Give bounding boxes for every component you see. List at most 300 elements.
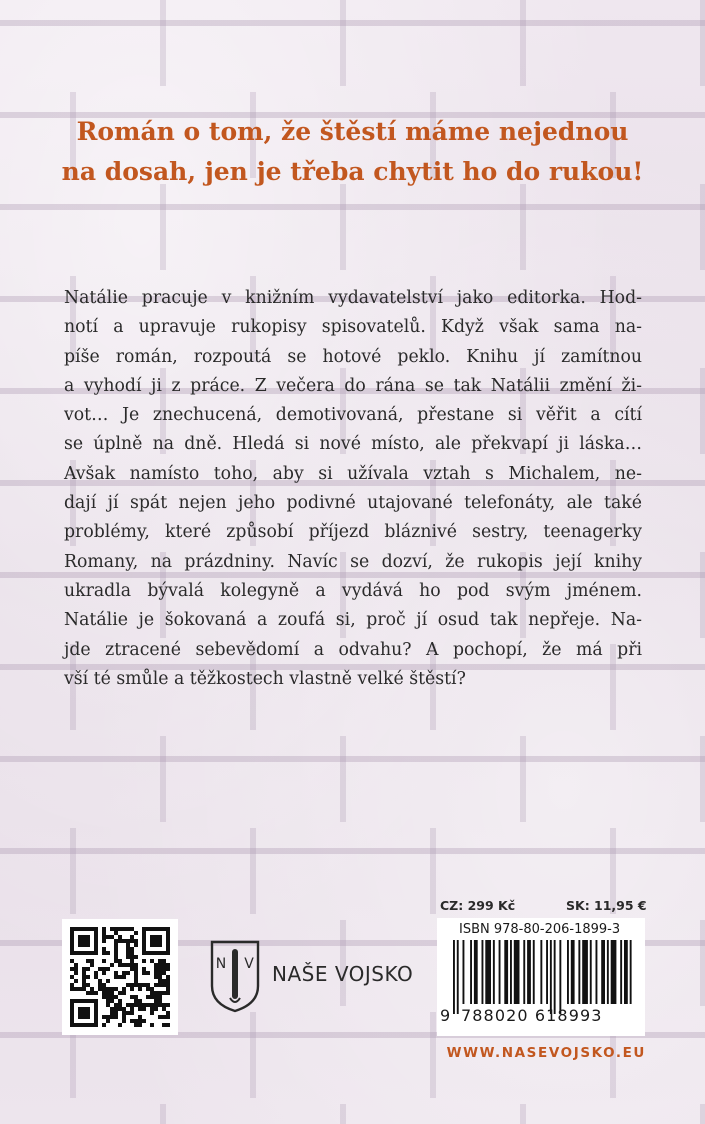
qr-module — [138, 1015, 142, 1019]
qr-module — [134, 939, 138, 943]
qr-module — [146, 971, 150, 975]
qr-module — [138, 1019, 142, 1023]
qr-module — [166, 1003, 170, 1007]
qr-module — [162, 967, 166, 971]
qr-module — [162, 963, 166, 967]
qr-module — [114, 1011, 118, 1015]
qr-module — [130, 959, 134, 963]
qr-module — [106, 1015, 110, 1019]
qr-module — [118, 939, 122, 943]
qr-module — [166, 991, 170, 995]
qr-module — [114, 927, 118, 931]
qr-module — [74, 963, 78, 967]
qr-module — [90, 959, 94, 963]
qr-module — [138, 987, 142, 991]
qr-module — [166, 963, 170, 967]
qr-module — [102, 971, 106, 975]
brick-joint — [430, 828, 436, 914]
qr-module — [86, 975, 90, 979]
qr-module — [118, 963, 122, 967]
qr-module — [142, 1003, 146, 1007]
qr-module — [126, 1003, 130, 1007]
qr-module — [154, 963, 158, 967]
barcode-bar — [550, 940, 552, 1014]
barcode-bar — [514, 940, 520, 1004]
qr-module — [146, 987, 150, 991]
qr-module — [118, 1007, 122, 1011]
qr-module — [82, 975, 86, 979]
qr-module — [162, 1003, 166, 1007]
barcode-bar — [470, 940, 472, 1004]
qr-module — [102, 939, 106, 943]
brick-joint — [700, 552, 705, 638]
barcode-bar — [504, 940, 508, 1004]
brick-joint — [430, 1012, 436, 1098]
barcode-bar — [546, 940, 548, 1004]
brick-joint — [520, 736, 526, 822]
barcode-bar — [510, 940, 512, 1004]
qr-module — [154, 983, 158, 987]
qr-module — [114, 931, 118, 935]
qr-module — [122, 971, 126, 975]
qr-module — [158, 1015, 162, 1019]
barcode-bar — [611, 940, 617, 1004]
qr-module — [146, 983, 150, 987]
qr-module — [114, 1003, 118, 1007]
barcode-bar — [571, 940, 575, 1004]
qr-module — [118, 1003, 122, 1007]
qr-module — [102, 983, 106, 987]
qr-module — [154, 967, 158, 971]
qr-module — [130, 935, 134, 939]
qr-module — [110, 987, 114, 991]
qr-module — [134, 999, 138, 1003]
qr-module — [102, 1023, 106, 1027]
qr-module — [70, 983, 74, 987]
qr-module — [106, 987, 110, 991]
brick-joint — [700, 368, 705, 454]
qr-module — [130, 927, 134, 931]
qr-module — [102, 1015, 106, 1019]
qr-module — [106, 967, 110, 971]
barcode-bar — [453, 940, 455, 1014]
qr-module — [142, 1007, 146, 1011]
qr-module — [134, 931, 138, 935]
blurb-line: se úplně na dně. Hledá si nové místo, ale překvapí ji láska… — [64, 434, 642, 455]
qr-code-graphic — [62, 919, 178, 1035]
qr-module — [130, 939, 134, 943]
tagline-line: Román o tom, že štěstí máme nejednou — [76, 117, 629, 146]
brick-joint — [340, 736, 346, 822]
logo-letter-n: N — [215, 956, 227, 972]
qr-module — [114, 1015, 118, 1019]
qr-module — [70, 975, 74, 979]
qr-module — [158, 963, 162, 967]
barcode-bar — [601, 940, 605, 1004]
qr-module — [98, 987, 102, 991]
qr-module — [74, 979, 78, 983]
barcode-bar — [590, 940, 592, 1004]
qr-module — [154, 971, 158, 975]
qr-module — [162, 991, 166, 995]
barcode-bar — [582, 940, 588, 1004]
qr-module — [114, 951, 118, 955]
qr-module — [150, 987, 154, 991]
barcode-bar — [630, 940, 632, 1004]
qr-module — [122, 1015, 126, 1019]
barcode-bar — [567, 940, 569, 1004]
isbn-barcode — [437, 918, 645, 1036]
qr-module — [150, 959, 154, 963]
qr-module — [114, 971, 118, 975]
barcode-bar — [485, 940, 491, 1004]
qr-module — [122, 963, 126, 967]
qr-module — [82, 987, 86, 991]
qr-module — [162, 979, 166, 983]
qr-module — [118, 927, 122, 931]
qr-module — [78, 1007, 90, 1019]
qr-module — [122, 1007, 126, 1011]
qr-module — [134, 983, 138, 987]
blurb-line: vší té smůle a těžkostech vlastně velké štěstí? — [64, 668, 466, 689]
qr-module — [134, 979, 138, 983]
qr-module — [142, 971, 146, 975]
qr-module — [166, 967, 170, 971]
blurb-line: Natálie je šokovaná a zoufá si, proč jí osud tak nepřeje. Na- — [64, 610, 642, 631]
price-cz: CZ: 299 Kč — [440, 898, 516, 913]
qr-module — [94, 975, 98, 979]
qr-module — [98, 967, 102, 971]
qr-module — [130, 963, 134, 967]
qr-module — [106, 1019, 110, 1023]
qr-module — [122, 975, 126, 979]
barcode-bar — [607, 940, 609, 1004]
qr-module — [130, 951, 134, 955]
qr-module — [126, 939, 130, 943]
qr-module — [102, 959, 106, 963]
blurb-line: píše román, rozpoutá se hotové peklo. Knihu jí zamítnou — [64, 346, 642, 367]
qr-module — [114, 947, 118, 951]
qr-module — [130, 987, 134, 991]
brick-joint — [520, 0, 526, 86]
qr-module — [126, 963, 130, 967]
qr-module — [118, 975, 122, 979]
qr-module — [114, 955, 118, 959]
qr-module — [154, 999, 158, 1003]
qr-module — [134, 1003, 138, 1007]
brick-joint — [160, 184, 166, 270]
brick-joint — [250, 828, 256, 914]
qr-module — [70, 987, 74, 991]
qr-module — [130, 955, 134, 959]
brick-joint — [700, 0, 705, 86]
qr-module — [142, 967, 146, 971]
barcode-bar — [482, 940, 484, 1004]
qr-module — [134, 1019, 138, 1023]
qr-module — [122, 927, 126, 931]
qr-module — [78, 935, 90, 947]
barcode-bar — [457, 940, 459, 1014]
qr-module — [134, 971, 138, 975]
qr-module — [138, 1007, 142, 1011]
qr-module — [150, 991, 154, 995]
qr-module — [162, 1015, 166, 1019]
qr-module — [94, 971, 98, 975]
qr-module — [158, 975, 162, 979]
qr-module — [158, 959, 162, 963]
barcode-bar — [474, 940, 478, 1004]
qr-module — [110, 995, 114, 999]
qr-module — [102, 991, 106, 995]
ean-first-digit: 9 — [440, 1006, 451, 1025]
qr-module — [106, 935, 110, 939]
qr-module — [134, 995, 138, 999]
qr-module — [126, 971, 130, 975]
qr-module — [118, 991, 122, 995]
brick-joint — [700, 1104, 705, 1124]
publisher-website[interactable]: WWW.NASEVOJSKO.EU — [446, 1045, 646, 1061]
brick-joint — [70, 828, 76, 914]
qr-module — [162, 959, 166, 963]
tagline — [40, 112, 665, 192]
blurb-line: jde ztracené sebevědomí a odvahu? A pochopí, že má při — [64, 639, 642, 660]
qr-module — [74, 967, 78, 971]
qr-module — [102, 927, 106, 931]
qr-module — [158, 1003, 162, 1007]
isbn-label: ISBN 978-80-206-1899-3 — [459, 922, 621, 937]
qr-module — [158, 983, 162, 987]
qr-module — [126, 955, 130, 959]
qr-module — [134, 967, 138, 971]
qr-module — [118, 1023, 122, 1027]
barcode-bar — [527, 940, 531, 1004]
barcode-bar — [493, 940, 495, 1004]
qr-module — [130, 1003, 134, 1007]
blurb-line: Natálie pracuje v knižním vydavatelství jako editorka. Hod- — [64, 288, 642, 308]
qr-module — [118, 935, 122, 939]
qr-module — [154, 991, 158, 995]
qr-module — [154, 1003, 158, 1007]
qr-module — [70, 959, 74, 963]
blurb-line: notí a upravuje rukopisy spisovatelů. Když však sama na- — [64, 317, 642, 338]
qr-module — [82, 979, 86, 983]
qr-module — [114, 939, 118, 943]
barcode-bar — [559, 940, 561, 1014]
qr-module — [86, 967, 90, 971]
qr-module — [150, 1023, 154, 1027]
qr-module — [118, 999, 122, 1003]
qr-module — [166, 975, 170, 979]
qr-module — [106, 1003, 110, 1007]
brick-joint — [700, 920, 705, 1006]
qr-module — [126, 943, 130, 947]
qr-module — [102, 987, 106, 991]
qr-module — [150, 1011, 154, 1015]
qr-module — [86, 991, 90, 995]
qr-module — [134, 943, 138, 947]
qr-module — [86, 983, 90, 987]
blurb-line: problémy, které způsobí příjezd bláznivé sestry, teenagerky — [64, 522, 642, 543]
qr-module — [114, 943, 118, 947]
qr-module — [126, 947, 130, 951]
qr-module — [130, 967, 134, 971]
qr-module — [150, 935, 162, 947]
qr-module — [126, 927, 130, 931]
qr-module — [134, 975, 138, 979]
blurb-line: vot… Je znechucená, demotivovaná, přestane si věřit a cítí — [64, 405, 642, 426]
qr-module — [138, 1003, 142, 1007]
brick-joint — [700, 736, 705, 822]
qr-module — [110, 1015, 114, 1019]
brick-joint — [340, 184, 346, 270]
blurb — [64, 284, 642, 694]
qr-module — [106, 999, 110, 1003]
qr-module — [82, 983, 86, 987]
qr-module — [166, 987, 170, 991]
tagline-line: na dosah, jen je třeba chytit ho do rukou! — [61, 157, 644, 186]
barcode-bar — [578, 940, 580, 1004]
ean-digits: 788020 618993 — [461, 1006, 603, 1025]
qr-module — [102, 951, 106, 955]
price-sk: SK: 11,95 € — [566, 898, 647, 913]
brick-joint — [160, 0, 166, 86]
qr-module — [98, 979, 102, 983]
qr-module — [126, 983, 130, 987]
qr-module — [166, 1015, 170, 1019]
qr-module — [134, 963, 138, 967]
qr-module — [106, 979, 110, 983]
qr-module — [146, 995, 150, 999]
qr-module — [102, 935, 106, 939]
qr-module — [158, 971, 162, 975]
qr-module — [118, 959, 122, 963]
qr-module — [166, 979, 170, 983]
qr-module — [166, 983, 170, 987]
blurb-line: a vyhodí ji z práce. Z večera do rána se tak Natálii změní ži- — [64, 375, 642, 396]
qr-module — [114, 995, 118, 999]
publisher-badge-icon — [206, 938, 264, 1014]
qr-module — [142, 1019, 146, 1023]
barcode-bar — [596, 940, 598, 1004]
qr-module — [158, 967, 162, 971]
qr-module — [86, 959, 90, 963]
qr-module — [166, 1011, 170, 1015]
qr-module — [110, 1007, 114, 1011]
qr-module — [126, 951, 130, 955]
qr-module — [158, 995, 162, 999]
qr-module — [130, 1007, 134, 1011]
barcode-bar — [554, 940, 556, 1014]
qr-module — [134, 955, 138, 959]
qr-module — [102, 931, 106, 935]
qr-module — [138, 999, 142, 1003]
qr-module — [90, 987, 94, 991]
qr-module — [150, 1007, 154, 1011]
qr-module — [130, 947, 134, 951]
qr-module — [110, 963, 114, 967]
qr-module — [114, 1007, 118, 1011]
qr-module — [138, 1023, 142, 1027]
qr-module — [158, 979, 162, 983]
brick-joint — [160, 1104, 166, 1124]
brick-joint — [340, 0, 346, 86]
qr-module — [150, 1003, 154, 1007]
blurb-line: Romany, na prázdniny. Navíc se dozví, že rukopis její knihy — [64, 551, 642, 572]
qr-module — [110, 935, 114, 939]
qr-module — [142, 983, 146, 987]
qr-module — [78, 987, 82, 991]
qr-module — [74, 971, 78, 975]
qr-module — [162, 983, 166, 987]
barcode-bar — [624, 940, 628, 1004]
qr-module — [130, 995, 134, 999]
qr-module — [106, 951, 110, 955]
qr-module — [130, 983, 134, 987]
qr-module — [82, 967, 86, 971]
brick-joint — [520, 184, 526, 270]
qr-module — [98, 983, 102, 987]
barcode-bar — [523, 940, 525, 1004]
qr-module — [102, 947, 106, 951]
brick-joint — [160, 736, 166, 822]
qr-module — [90, 991, 94, 995]
qr-module — [110, 1011, 114, 1015]
publisher-name: NAŠE VOJSKO — [272, 962, 414, 986]
brick-joint — [520, 1104, 526, 1124]
qr-module — [102, 995, 106, 999]
qr-module — [138, 983, 142, 987]
qr-module — [162, 1023, 166, 1027]
qr-module — [154, 995, 158, 999]
qr-module — [142, 959, 146, 963]
brick-joint — [250, 1012, 256, 1098]
qr-module — [146, 1003, 150, 1007]
qr-module — [122, 939, 126, 943]
brick-joint — [340, 1104, 346, 1124]
brick-joint — [700, 184, 705, 270]
barcode-bar — [540, 940, 542, 1004]
qr-module — [130, 1011, 134, 1015]
qr-module — [162, 971, 166, 975]
qr-module — [106, 991, 110, 995]
qr-module — [90, 963, 94, 967]
qr-module — [150, 995, 154, 999]
publisher-logo — [206, 938, 416, 1014]
qr-module — [110, 991, 114, 995]
qr-module — [130, 1019, 134, 1023]
barcode-bar — [620, 940, 622, 1004]
qr-module — [134, 1023, 138, 1027]
qr-module — [114, 959, 118, 963]
qr-module — [82, 971, 86, 975]
qr-module — [94, 991, 98, 995]
barcode-bar — [499, 940, 501, 1004]
logo-letter-v: V — [244, 956, 254, 972]
blurb-line: dají jí spát nejen jeho podivné utajované telefonáty, ale také — [64, 493, 642, 514]
qr-module — [122, 991, 126, 995]
qr-module — [126, 1011, 130, 1015]
qr-module — [158, 991, 162, 995]
qr-module — [110, 927, 114, 931]
qr-code[interactable] — [62, 919, 178, 1035]
qr-module — [114, 975, 118, 979]
qr-module — [114, 987, 118, 991]
qr-module — [122, 1019, 126, 1023]
qr-module — [162, 1007, 166, 1011]
qr-module — [122, 987, 126, 991]
qr-module — [154, 1007, 158, 1011]
qr-module — [106, 995, 110, 999]
